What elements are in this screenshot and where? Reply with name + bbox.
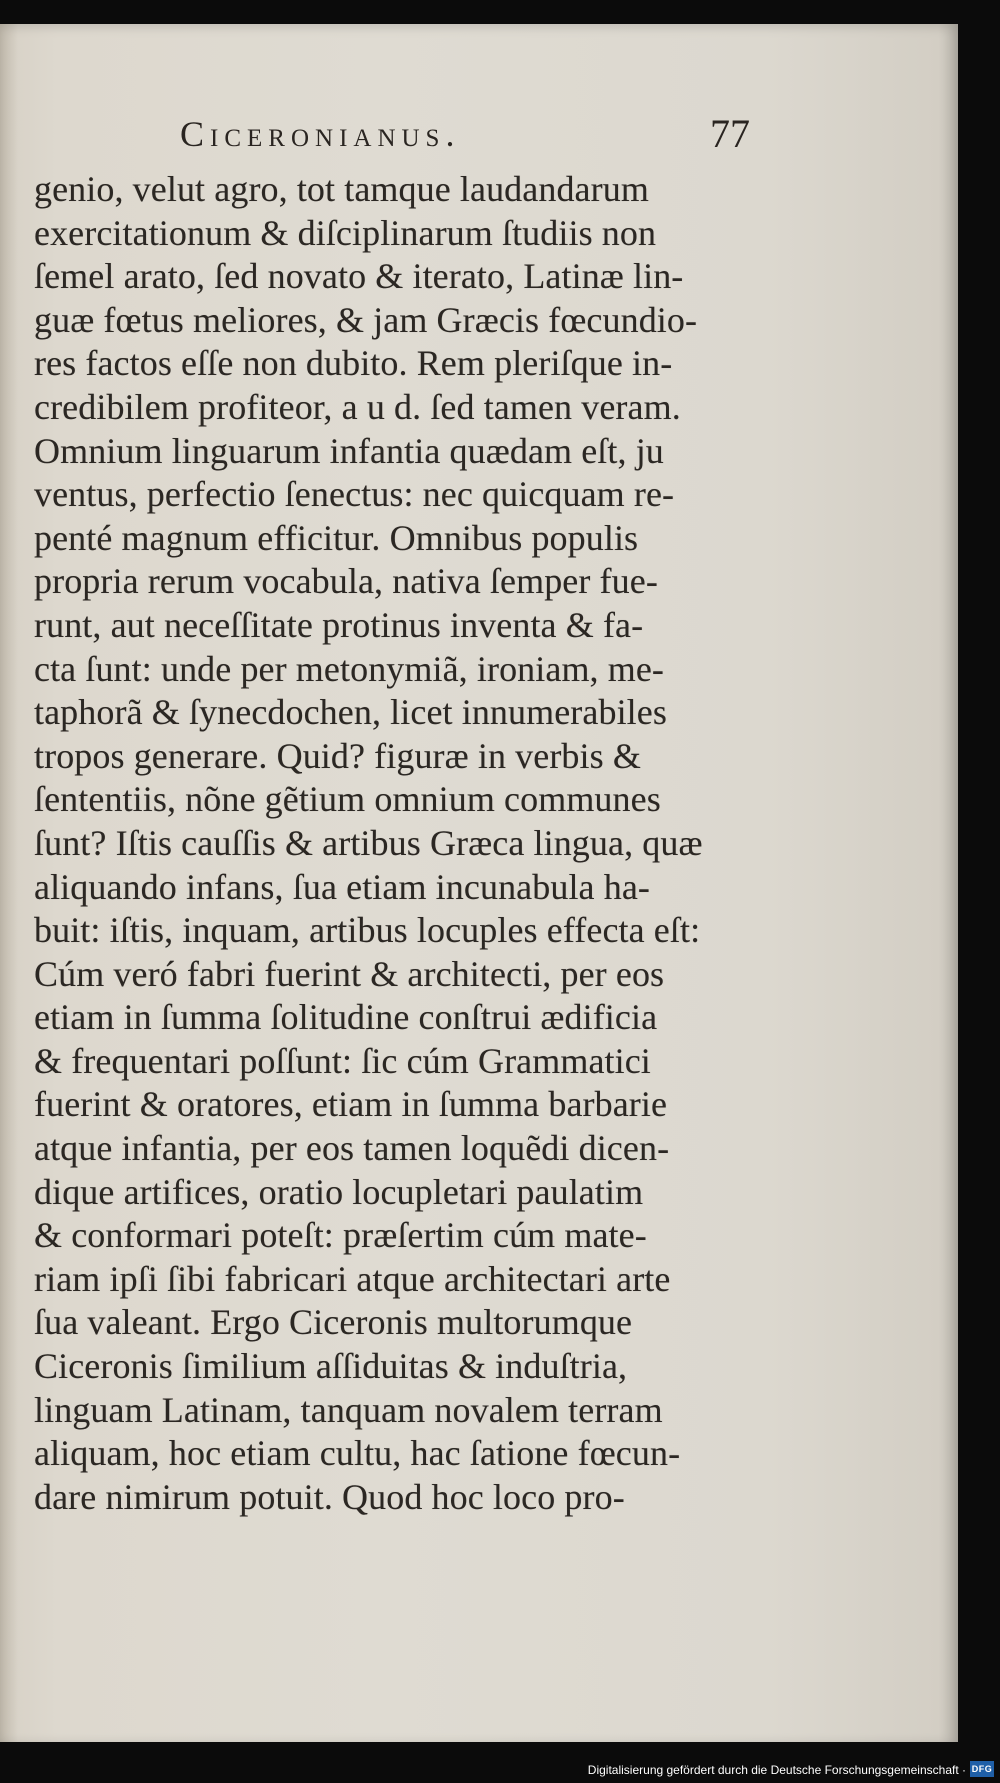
text-line: ventus, perfectio ſenectus: nec quicquam re-: [34, 474, 675, 515]
dfg-logo-icon: DFG: [970, 1761, 994, 1777]
text-line: & frequentari poſſunt: ſic cúm Grammatici: [34, 1040, 651, 1081]
text-line: ſua valeant. Ergo Ciceronis multorumque: [34, 1302, 633, 1343]
book-page: [0, 24, 958, 1742]
digitization-footer: [0, 1756, 1000, 1783]
text-line: ſententiis, nõne gẽtium omnium communes: [34, 779, 661, 820]
page-number: 77: [710, 111, 750, 156]
text-line: & conformari poteſt: præſertim cúm mate-: [34, 1215, 647, 1256]
running-head: [180, 104, 750, 164]
text-line: fuerint & oratores, etiam in ſumma barbarie: [34, 1084, 668, 1125]
text-line: aliquam, hoc etiam cultu, hac ſatione fœcun-: [34, 1433, 681, 1474]
body-text: [34, 168, 764, 1519]
running-title: Ciceronianus.: [180, 114, 461, 154]
text-line: runt, aut neceſſitate protinus inventa & fa-: [34, 604, 644, 645]
text-line: cta ſunt: unde per metonymiã, ironiam, me-: [34, 648, 665, 689]
text-line: tropos generare. Quid? figuræ in verbis &: [34, 735, 641, 776]
text-line: genio, velut agro, tot tamque laudandarum: [34, 169, 649, 209]
text-line: ſemel arato, ſed novato & iterato, Latinæ lin-: [34, 256, 684, 297]
text-line: Cúm veró fabri fuerint & architecti, per eos: [34, 953, 665, 994]
text-line: dique artifices, oratio locupletari paulatim: [34, 1171, 644, 1212]
text-line: atque infantia, per eos tamen loquẽdi dicen-: [34, 1128, 670, 1169]
text-line: propria rerum vocabula, nativa ſemper fue-: [34, 561, 658, 602]
text-line: taphorã & ſynecdochen, licet innumerabiles: [34, 692, 667, 733]
text-line: aliquando infans, ſua etiam incunabula ha-: [34, 866, 650, 907]
text-line: penté magnum efficitur. Omnibus populis: [34, 517, 639, 558]
text-line: ſunt? Iſtis cauſſis & artibus Græca lingua, quæ: [34, 822, 703, 863]
text-line: guæ fœtus meliores, & jam Græcis fœcundio-: [34, 299, 698, 340]
digitization-note: Digitalisierung gefördert durch die Deutsche Forschungsgemeinschaft ·: [587, 1763, 966, 1777]
text-line: riam ipſi ſibi fabricari atque architectari arte: [34, 1258, 671, 1299]
text-line: Omnium linguarum infantia quædam eſt, ju: [34, 430, 664, 471]
text-line: res factos eſſe non dubito. Rem pleriſque in-: [34, 343, 673, 384]
text-line: credibilem profiteor, a u d. ſed tamen veram.: [34, 386, 681, 427]
text-line: etiam in ſumma ſolitudine conſtrui ædificia: [34, 997, 658, 1038]
text-line: Ciceronis ſimilium aſſiduitas & induſtria,: [34, 1346, 628, 1387]
gutter-shadow: [0, 24, 18, 1742]
text-line: exercitationum & diſciplinarum ſtudiis non: [34, 212, 657, 253]
page-edge-shadow: [938, 24, 958, 1742]
text-line: dare nimirum potuit. Quod hoc loco pro-: [34, 1476, 625, 1517]
text-line: linguam Latinam, tanquam novalem terram: [34, 1389, 663, 1430]
text-line: buit: iſtis, inquam, artibus locuples effecta eſt:: [34, 910, 701, 951]
